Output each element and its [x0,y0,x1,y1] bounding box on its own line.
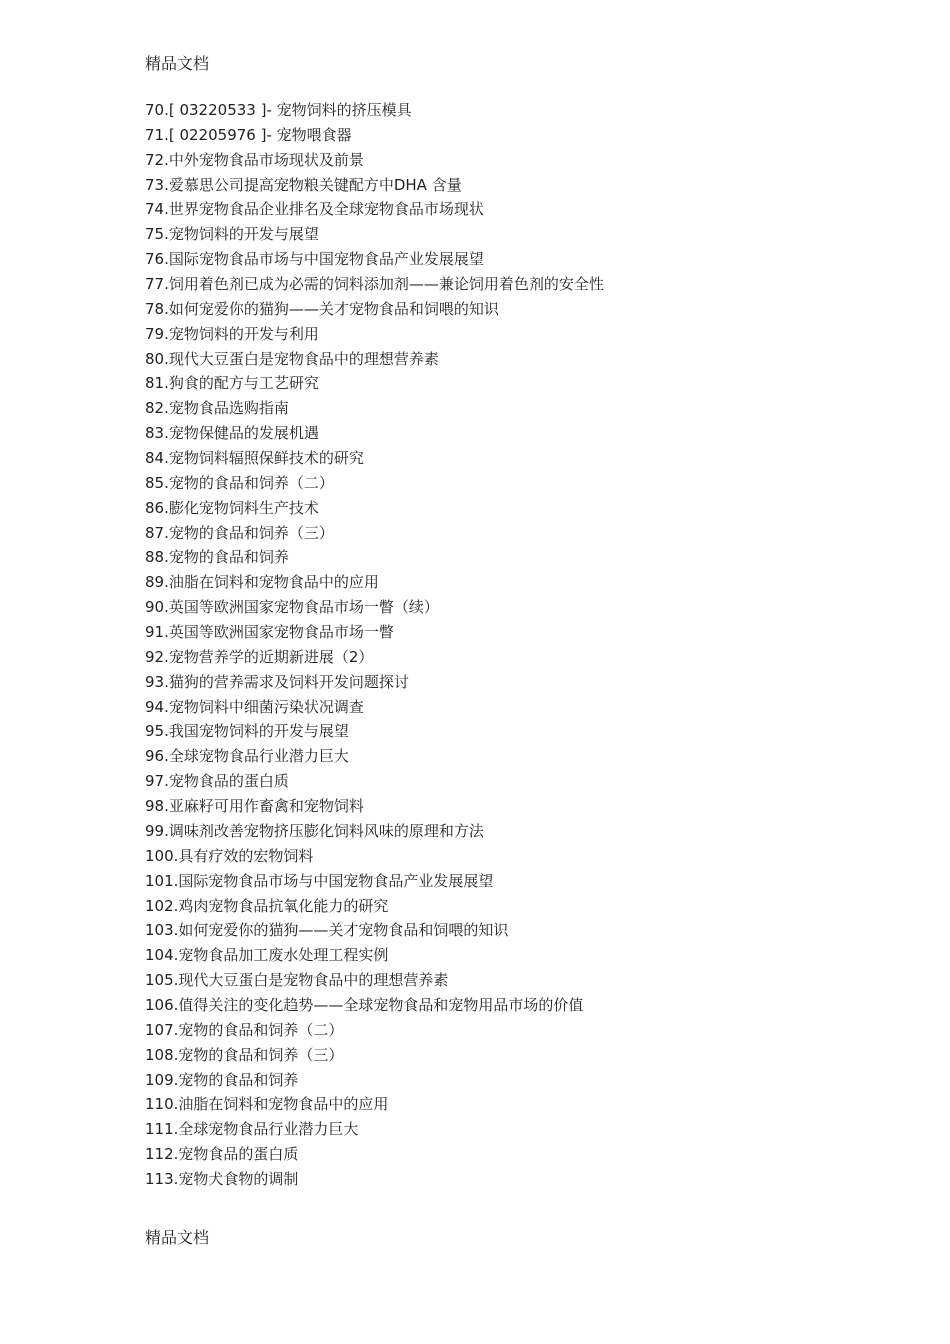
list-item: 106.值得关注的变化趋势——全球宠物食品和宠物用品市场的价值 [145,995,584,1014]
list-item: 85.宠物的食品和饲养（二） [145,473,334,492]
list-item: 89.油脂在饲料和宠物食品中的应用 [145,573,379,592]
list-item: 102.鸡肉宠物食品抗氧化能力的研究 [145,896,389,915]
list-item: 77.饲用着色剂已成为必需的饲料添加剂——兼论饲用着色剂的安全性 [145,275,604,294]
list-item: 79.宠物饲料的开发与利用 [145,324,319,343]
list-item: 99.调味剂改善宠物挤压膨化饲料风味的原理和方法 [145,821,484,840]
list-item: 84.宠物饲料辐照保鲜技术的研究 [145,449,364,468]
list-item: 96.全球宠物食品行业潜力巨大 [145,747,349,766]
list-item: 105.现代大豆蛋白是宠物食品中的理想营养素 [145,971,449,990]
list-item: 113.宠物犬食物的调制 [145,1169,299,1188]
list-item: 108.宠物的食品和饲养（三） [145,1045,344,1064]
list-item: 109.宠物的食品和饲养 [145,1070,299,1089]
list-item: 90.英国等欧洲国家宠物食品市场一瞥（续） [145,598,439,617]
list-item: 70.[ 03220533 ]- 宠物饲料的挤压模具 [145,101,412,119]
list-item: 98.亚麻籽可用作畜禽和宠物饲料 [145,797,364,816]
list-item: 80.现代大豆蛋白是宠物食品中的理想营养素 [145,349,439,368]
page-header: 精品文档 [145,54,210,73]
list-item: 82.宠物食品选购指南 [145,399,289,418]
list-item: 74.世界宠物食品企业排名及全球宠物食品市场现状 [145,200,484,219]
document-item-list [145,98,905,1192]
list-item: 72.中外宠物食品市场现状及前景 [145,150,364,169]
list-item: 83.宠物保健品的发展机遇 [145,424,319,443]
list-item: 95.我国宠物饲料的开发与展望 [145,722,349,741]
list-item: 104.宠物食品加工废水处理工程实例 [145,946,389,965]
list-item: 78.如何宠爱你的猫狗——关才宠物食品和饲喂的知识 [145,299,499,318]
list-item: 93.猫狗的营养需求及饲料开发问题探讨 [145,672,409,691]
list-item: 94.宠物饲料中细菌污染状况调查 [145,697,364,716]
list-item: 100.具有疗效的宏物饲料 [145,846,314,865]
list-item: 110.油脂在饲料和宠物食品中的应用 [145,1095,389,1114]
list-item: 71.[ 02205976 ]- 宠物喂食器 [145,125,352,144]
list-item: 75.宠物饲料的开发与展望 [145,225,319,244]
list-item: 81.狗食的配方与工艺研究 [145,374,319,393]
list-item: 92.宠物营养学的近期新进展（2） [145,647,374,666]
list-item: 103.如何宠爱你的猫狗——关才宠物食品和饲喂的知识 [145,921,509,940]
list-item: 111.全球宠物食品行业潜力巨大 [145,1120,359,1139]
list-item: 73.爱慕思公司提高宠物粮关键配方中DHA 含量 [145,175,462,194]
list-item: 87.宠物的食品和饲养（三） [145,523,334,542]
list-item: 86.膨化宠物饲料生产技术 [145,498,319,517]
page-footer: 精品文档 [145,1228,210,1247]
list-item: 107.宠物的食品和饲养（二） [145,1020,344,1039]
list-item: 88.宠物的食品和饲养 [145,548,289,567]
list-item: 101.国际宠物食品市场与中国宠物食品产业发展展望 [145,871,494,890]
list-item: 97.宠物食品的蛋白质 [145,772,289,791]
list-item: 76.国际宠物食品市场与中国宠物食品产业发展展望 [145,250,484,269]
list-item: 91.英国等欧洲国家宠物食品市场一瞥 [145,623,394,642]
list-item: 112.宠物食品的蛋白质 [145,1145,299,1164]
